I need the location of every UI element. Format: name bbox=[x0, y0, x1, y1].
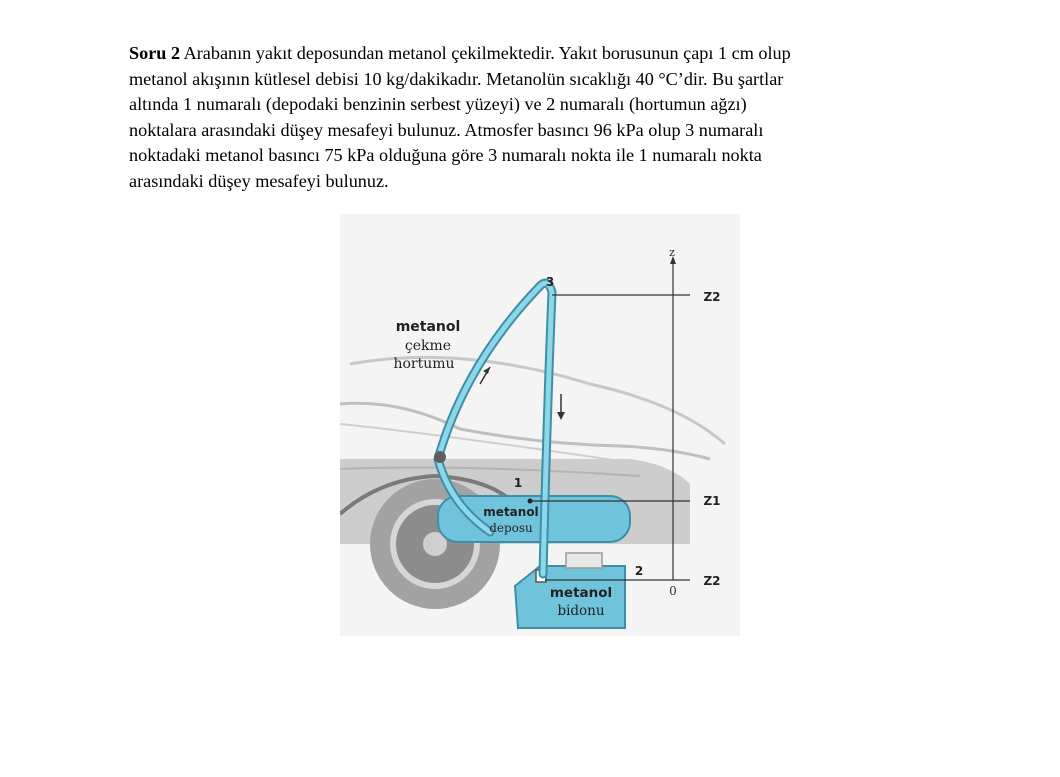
filler-neck bbox=[434, 451, 446, 463]
tank-label-line-1: metanol bbox=[483, 505, 539, 519]
hose-label-line-2: çekme bbox=[404, 338, 452, 354]
z-axis-label: z bbox=[669, 246, 675, 259]
problem-label: Soru 2 bbox=[129, 43, 181, 63]
methanol-tank bbox=[438, 496, 630, 542]
problem-statement bbox=[129, 41, 949, 195]
level-label-middle: Z1 bbox=[703, 494, 721, 508]
can-handle bbox=[566, 553, 602, 568]
can-label-line-2: bidonu bbox=[557, 603, 605, 619]
problem-line-3: altında 1 numaralı (depodaki benzinin serbest yüzeyi) ve 2 numaralı (hortumun ağzı) bbox=[129, 94, 747, 115]
problem-line-2: metanol akışının kütlesel debisi 10 kg/dakikadır. Metanolün sıcaklığı 40 °C’dir. Bu şartlar bbox=[129, 68, 784, 89]
point-1-label: 1 bbox=[513, 476, 523, 490]
tank-label-line-2: deposu bbox=[489, 521, 533, 535]
siphon-figure bbox=[340, 214, 740, 636]
level-label-top: Z2 bbox=[703, 290, 721, 304]
hose-label-line-1: metanol bbox=[395, 319, 461, 335]
problem-line-5: noktadaki metanol basıncı 75 kPa olduğuna göre 3 numaralı nokta ile 1 numaralı nokta bbox=[129, 145, 762, 166]
problem-line-6: arasındaki düşey mesafeyi bulunuz. bbox=[129, 170, 389, 191]
point-1-marker bbox=[528, 499, 533, 504]
siphon-diagram bbox=[340, 214, 740, 636]
can-label-line-1: metanol bbox=[549, 585, 613, 601]
hose-label-line-3: hortumu bbox=[393, 356, 455, 372]
problem-line-1 bbox=[129, 41, 949, 67]
point-3-label: 3 bbox=[545, 275, 555, 289]
problem-text-1: Arabanın yakıt deposundan metanol çekilmektedir. Yakıt borusunun çapı 1 cm olup bbox=[183, 43, 791, 63]
level-label-bottom: Z2 bbox=[703, 574, 721, 588]
origin-label: 0 bbox=[669, 584, 677, 598]
point-2-label: 2 bbox=[634, 564, 644, 578]
problem-line-4: noktalara arasındaki düşey mesafeyi bulunuz. Atmosfer basıncı 96 kPa olup 3 numaralı bbox=[129, 119, 764, 140]
